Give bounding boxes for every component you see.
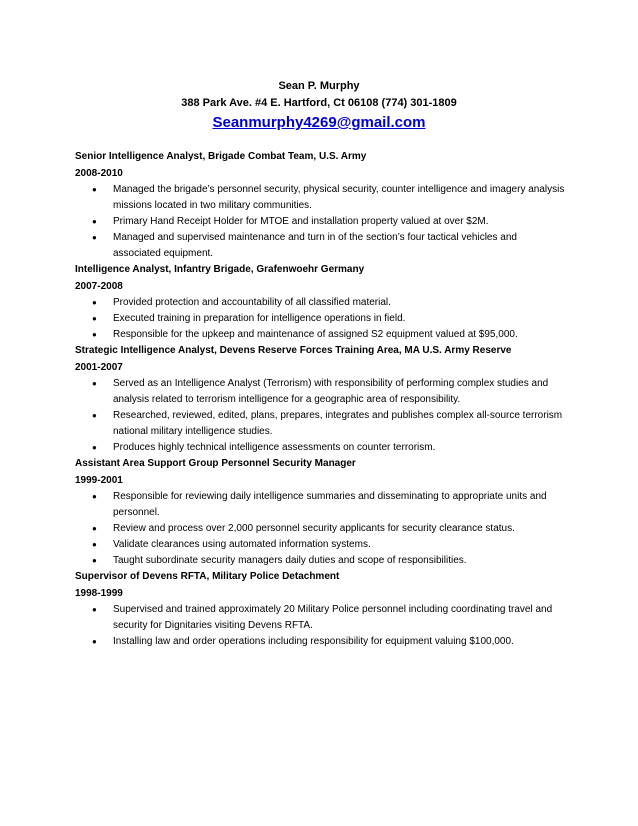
- job-years: 2007-2008: [75, 281, 123, 292]
- job-entry: [75, 456, 565, 569]
- duty-item: [75, 408, 565, 440]
- duty-item: [75, 295, 565, 311]
- duty-text: Review and process over 2,000 personnel security applicants for security clearance status.: [113, 523, 515, 534]
- duty-text: Managed and supervised maintenance and turn in of the section’s four tactical vehicles and associated equipment.: [113, 232, 517, 259]
- job-entry: [75, 262, 565, 343]
- contact-address-phone: 388 Park Ave. #4 E. Hartford, Ct 06108 (774) 301-1809: [181, 97, 457, 109]
- email-link[interactable]: Seanmurphy4269@gmail.com: [212, 114, 426, 131]
- job-title: Strategic Intelligence Analyst, Devens Reserve Forces Training Area, MA U.S. Army Reserve: [75, 345, 512, 356]
- job-years: 2008-2010: [75, 168, 123, 179]
- bullet-icon: ●: [92, 637, 97, 646]
- job-years: 1998-1999: [75, 588, 123, 599]
- job-entry: [75, 569, 565, 650]
- bullet-icon: ●: [92, 217, 97, 226]
- duty-item: [75, 489, 565, 521]
- duty-item: [75, 521, 565, 537]
- job-title: Supervisor of Devens RFTA, Military Police Detachment: [75, 571, 340, 582]
- duty-list: [75, 602, 565, 650]
- experience-list: [75, 149, 565, 650]
- duty-list: [75, 182, 565, 262]
- duty-text: Taught subordinate security managers daily duties and scope of responsibilities.: [113, 555, 467, 566]
- resume-header: [0, 78, 638, 133]
- duty-list: [75, 295, 565, 343]
- duty-item: [75, 634, 565, 650]
- duty-item: [75, 602, 565, 634]
- duty-item: [75, 553, 565, 569]
- bullet-icon: ●: [92, 556, 97, 565]
- bullet-icon: ●: [92, 411, 97, 420]
- duty-item: [75, 230, 565, 262]
- duty-text: Supervised and trained approximately 20 Military Police personnel including coordinating travel and security for Dignitaries visiting Devens RFTA.: [113, 604, 553, 631]
- duty-list: [75, 489, 565, 569]
- duty-text: Researched, reviewed, edited, plans, prepares, integrates and publishes complex all-source terrorism national military intelligence studies.: [113, 410, 563, 437]
- bullet-icon: ●: [92, 185, 97, 194]
- job-title: Senior Intelligence Analyst, Brigade Combat Team, U.S. Army: [75, 151, 367, 162]
- job-years: 2001-2007: [75, 362, 123, 373]
- job-title: Intelligence Analyst, Infantry Brigade, Grafenwoehr Germany: [75, 264, 365, 275]
- bullet-icon: ●: [92, 379, 97, 388]
- bullet-icon: ●: [92, 233, 97, 242]
- duty-text: Served as an Intelligence Analyst (Terrorism) with responsibility of performing complex studies and analysis related to terrorism intelligence for a geographic area of responsibility.: [113, 378, 549, 405]
- duty-item: [75, 440, 565, 456]
- bullet-icon: ●: [92, 443, 97, 452]
- bullet-icon: ●: [92, 330, 97, 339]
- duty-text: Installing law and order operations including responsibility for equipment valuing $100,000.: [113, 636, 514, 647]
- duty-item: [75, 311, 565, 327]
- bullet-icon: ●: [92, 492, 97, 501]
- duty-text: Validate clearances using automated information systems.: [113, 539, 371, 550]
- duty-item: [75, 214, 565, 230]
- duty-item: [75, 537, 565, 553]
- duty-text: Managed the brigade’s personnel security, physical security, counter intelligence and imagery analysis missions located in two military communities.: [113, 184, 565, 211]
- job-years: 1999-2001: [75, 475, 123, 486]
- duty-item: [75, 327, 565, 343]
- bullet-icon: ●: [92, 314, 97, 323]
- duty-text: Responsible for reviewing daily intelligence summaries and disseminating to appropriate units and personnel.: [113, 491, 547, 518]
- bullet-icon: ●: [92, 540, 97, 549]
- candidate-name: Sean P. Murphy: [278, 80, 360, 92]
- duty-text: Primary Hand Receipt Holder for MTOE and installation property valued at over $2M.: [113, 216, 489, 227]
- duty-list: [75, 376, 565, 456]
- bullet-icon: ●: [92, 605, 97, 614]
- duty-text: Responsible for the upkeep and maintenance of assigned S2 equipment valued at $95,000.: [113, 329, 518, 340]
- job-entry: [75, 149, 565, 262]
- duty-text: Executed training in preparation for intelligence operations in field.: [113, 313, 406, 324]
- duty-item: [75, 376, 565, 408]
- bullet-icon: ●: [92, 298, 97, 307]
- duty-text: Provided protection and accountability of all classified material.: [113, 297, 391, 308]
- duty-item: [75, 182, 565, 214]
- job-title: Assistant Area Support Group Personnel Security Manager: [75, 458, 356, 469]
- duty-text: Produces highly technical intelligence assessments on counter terrorism.: [113, 442, 436, 453]
- bullet-icon: ●: [92, 524, 97, 533]
- job-entry: [75, 343, 565, 456]
